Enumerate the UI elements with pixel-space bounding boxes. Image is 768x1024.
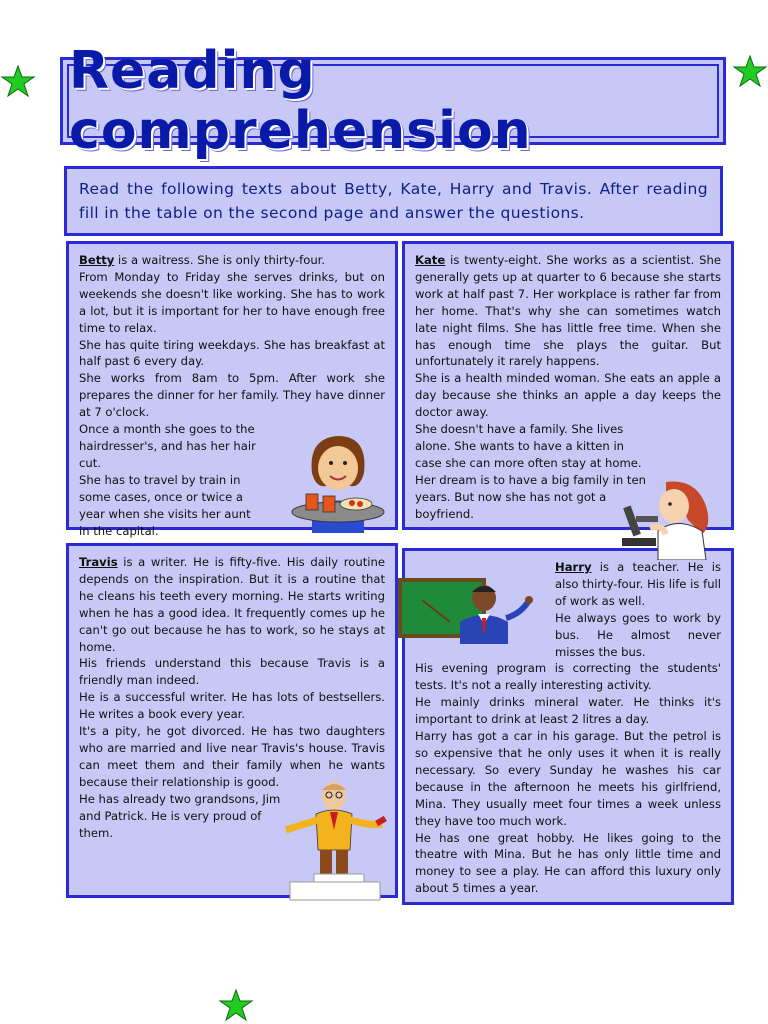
harry-name: Harry <box>555 560 592 574</box>
travis-name: Travis <box>79 555 118 569</box>
harry-text: He has one great hobby. He likes going to the theatre with Mina. But he has only little time and money to see a play. He can afford this luxury only about 5 times a year. <box>415 830 721 896</box>
star-icon <box>0 64 36 100</box>
betty-text: Once a month she goes to the hairdresser's, and has her hair cut. <box>79 422 256 470</box>
betty-text: She works from 8am to 5pm. After work she prepares the dinner for her family. They have dinner at 7 o'clock. <box>79 371 385 420</box>
star-icon <box>732 54 768 90</box>
scientist-illustration <box>618 476 718 560</box>
betty-text: is a waitress. She is only thirty-four. <box>114 253 326 267</box>
intro-instructions: Read the following texts about Betty, Kate, Harry and Travis. After reading fill in the table on the second page and answer the questions. <box>64 166 723 236</box>
betty-name: Betty <box>79 253 115 267</box>
betty-text: She has quite tiring weekdays. She has breakfast at half past 6 every day. <box>79 337 385 369</box>
waitress-illustration <box>290 428 390 538</box>
harry-text: His evening program is correcting the students' tests. It's not a really interesting activity. <box>415 661 721 693</box>
title-banner <box>60 41 726 161</box>
title-frame <box>67 41 719 161</box>
travis-text: It's a pity, he got divorced. He has two daughters who are married and live near Travis's house. Travis can meet them and their family when he wants because their relationship is good. <box>79 724 385 789</box>
page-title: Reading comprehension <box>69 41 532 161</box>
writer-illustration <box>284 778 388 902</box>
harry-text: He always goes to work by bus. He almost never misses the bus. <box>555 610 721 659</box>
kate-text: She doesn't have a family. She lives alone. She wants to have a kitten in case she can more often stay at home. Her dream is to have a big family in ten years. But now she has not got a boyfriend. <box>415 422 646 521</box>
teacher-illustration <box>398 578 548 646</box>
harry-text: is a teacher. He is also thirty-four. His life is full of work as well. <box>555 560 721 608</box>
betty-text: From Monday to Friday she serves drinks, but on weekends she doesn't like working. She has to work a lot, but it is important for her to have enough free time to relax. <box>79 269 385 335</box>
kate-name: Kate <box>415 253 446 267</box>
star-icon <box>218 988 254 1024</box>
travis-text: His friends understand this because Travis is a friendly man indeed. <box>79 656 385 688</box>
betty-text: She has to travel by train in some cases, once or twice a year when she visits her aunt in the capital. <box>79 472 251 538</box>
harry-text: Harry has got a car in his garage. But the petrol is so expensive that he only uses it when it is really necessary. So every Sunday he washes his car because in the afternoon he meets his girlfriend, Mina. They usually meet four times a week unless they have too much work. <box>415 729 721 828</box>
kate-text: She is a health minded woman. She eats an apple a day because she thinks an apple a day keeps the doctor away. <box>415 371 721 420</box>
harry-text: He mainly drinks mineral water. He thinks it's important to drink at least 2 litres a day. <box>415 695 721 727</box>
travis-text: He is a successful writer. He has lots of bestsellers. He writes a book every year. <box>79 690 385 722</box>
kate-text: is twenty-eight. She works as a scientist. She generally gets up at quarter to 6 because she starts work at half past 7. Her workplace is rather far from her home. That's why she can sometimes watch late night films. She has little free time. When she has enough time she plays the guitar. But unfortunately it rarely happens. <box>415 253 721 369</box>
travis-text: He has already two grandsons, Jim and Patrick. He is very proud of them. <box>79 791 281 840</box>
travis-text: is a writer. He is fifty-five. His daily routine depends on the inspiration. But it is a routine that he cleans his teeth every morning. He starts writing when he has a good idea. It frequently comes up he can't go out because he has to work, so he stays at home. <box>79 555 385 654</box>
